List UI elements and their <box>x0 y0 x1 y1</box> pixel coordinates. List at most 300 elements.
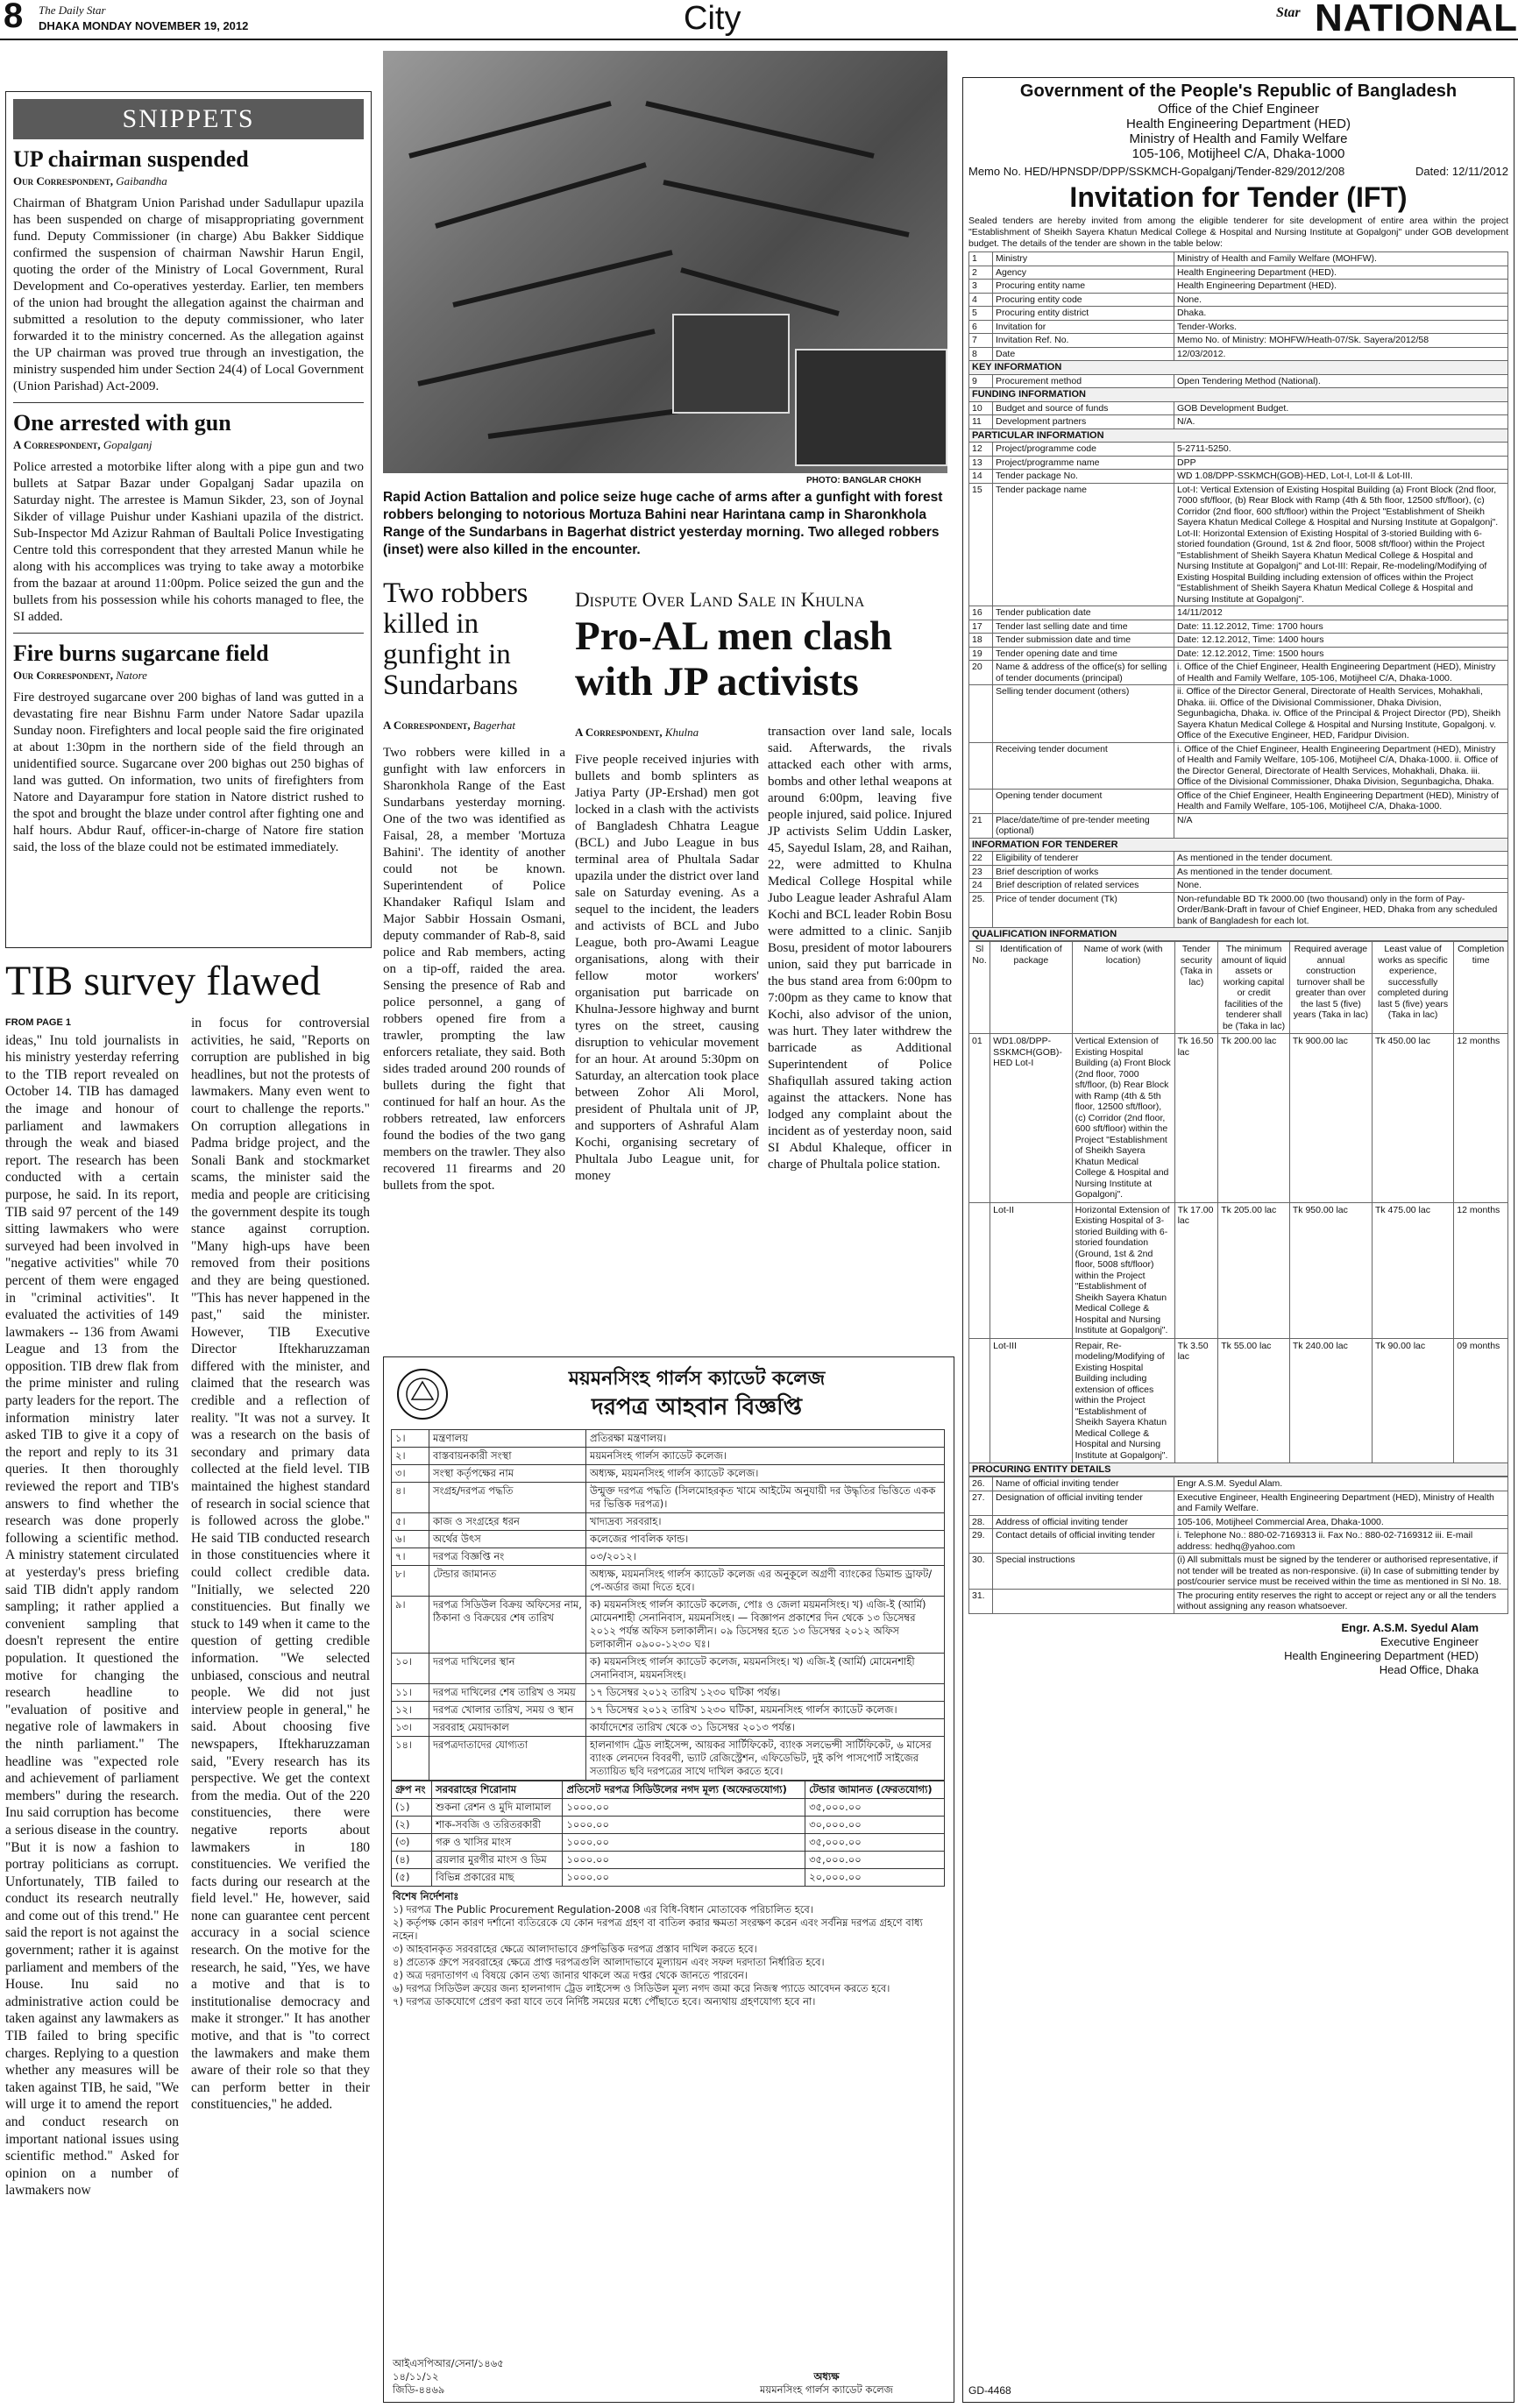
robbers-headline: Two robbers killed in gunfight in Sundarbans <box>383 577 528 701</box>
tender-row <box>969 293 1508 307</box>
tender-gov: Government of the People's Republic of Bangladesh <box>1019 81 1458 101</box>
tender-section-row <box>969 361 1508 375</box>
tender-row-value: i. Office of the Chief Engineer, Health Engineering Department (HED), Ministry of Health and Family Welfare, 105-106, Motijheel C/A, Dhaka-1000. ii. Office of the Director General, Directorate of Health Services, Mohakhali, Dhaka. iii. Office of the Divisional Commissioner, Dhaka Division, Segunbagicha, Dhaka. <box>1174 742 1508 789</box>
qualification-cell: Vertical Extension of Existing Hospital Building (a) Front Block (2nd floor, 7000 sft/floor, (b) Rear Block with Ramp (4th & 5th floor, 12500 sft/floor), (c) Corridor (2nd floor, 600 sft/floor) within the Project "Establishment of Sheikh Sayera Khatun Medical College & Hospital and Nursing Institute at Gopalgonj". <box>1072 1034 1174 1203</box>
tender-row-label: Eligibility of tenderer <box>993 852 1174 866</box>
tender-row <box>969 307 1508 321</box>
tender-row-label: Receiving tender document <box>993 742 1174 789</box>
bangla-ad-subtitle: দরপত্র আহবান বিজ্ঞপ্তি <box>592 1394 802 1420</box>
tender-row-value: As mentioned in the tender document. <box>1174 852 1508 866</box>
tender-row <box>969 1589 1508 1613</box>
tender-row <box>969 620 1508 634</box>
tender-row-num <box>969 789 993 813</box>
bangla-ad-table <box>391 1429 945 1781</box>
bangla-special-item: ৩) আহবানকৃত সরবরাহের ক্ষেত্রে আলাদাভাবে গ্রুপভিত্তিক দরপত্র প্রস্তাব দাখিল করতে হবে। <box>393 1943 757 1955</box>
tender-row-label: Project/programme code <box>993 443 1174 457</box>
tender-row-label: Tender package No. <box>993 470 1174 484</box>
bangla-row-num: ৬। <box>392 1531 429 1548</box>
bangla-group-cell: ৩৫,০০০.০০ <box>805 1852 945 1869</box>
tender-row-label: Brief description of works <box>993 865 1174 879</box>
bangla-row <box>392 1513 945 1531</box>
qualification-cell <box>969 1202 990 1338</box>
tender-row-num: 14 <box>969 470 993 484</box>
bangla-group-cell: (৫) <box>392 1869 432 1887</box>
bangla-row-num: ১০। <box>392 1654 429 1684</box>
tender-row-value: Tender-Works. <box>1174 320 1508 334</box>
bangla-group-cell: ২০,০০০.০০ <box>805 1869 945 1887</box>
bangla-group-cell: ১০০০.০০ <box>563 1817 805 1834</box>
bangla-row <box>392 1719 945 1737</box>
bangla-row-num: ৭। <box>392 1548 429 1566</box>
tender-row-label: Address of official inviting tender <box>993 1515 1174 1529</box>
tender-row-label: Agency <box>993 266 1174 280</box>
tender-row-value: 14/11/2012 <box>1174 606 1508 620</box>
tender-row-value: Ministry of Health and Family Welfare (MOHFW). <box>1174 252 1508 266</box>
tender-row-label: Procuring entity district <box>993 307 1174 321</box>
tender-row-num: 27. <box>969 1491 993 1515</box>
tender-row-value: 5-2711-5250. <box>1174 443 1508 457</box>
qualification-header-cell: The minimum amount of liquid assets or working capital or credit facilities of the tenderer shall be (Taka in lac) <box>1218 942 1290 1034</box>
tender-memo-date: Dated: 12/11/2012 <box>1415 165 1508 178</box>
qualification-row <box>969 1202 1508 1338</box>
bangla-row-value: কার্যাদেশের তারিখ থেকে ৩১ ডিসেম্বর ২০১৩ পর্যন্ত। <box>586 1719 945 1737</box>
bangla-group-cell: (১) <box>392 1799 432 1817</box>
tender-row-num <box>969 685 993 743</box>
bangla-row <box>392 1597 945 1654</box>
tender-row <box>969 634 1508 648</box>
bangla-group-row <box>392 1869 945 1887</box>
tender-section-label: INFORMATION FOR TENDERER <box>969 838 1508 852</box>
qualification-cell: Tk 450.00 lac <box>1372 1034 1453 1203</box>
bangla-ad-title: ময়মনসিংহ গার্লস ক্যাডেট কলেজ <box>568 1368 826 1390</box>
tender-row-value: N/A <box>1174 813 1508 838</box>
qualification-cell: Repair, Re-modeling/Modifying of Existing Hospital Building including extension of offices within the Project "Establishment of Sheikh Sayera Khatun Medical College & Hospital and Nursing Institute at Gopalgonj". <box>1072 1338 1174 1463</box>
snippets-box <box>5 91 372 948</box>
tender-row-value: Engr A.S.M. Syedul Alam. <box>1174 1477 1508 1491</box>
bangla-row-value: কলেজের পাবলিক ফান্ড। <box>586 1531 945 1548</box>
bangla-group-header <box>392 1781 945 1799</box>
bangla-group-row <box>392 1852 945 1869</box>
photo-caption: Rapid Action Battalion and police seize huge cache of arms after a gunfight with forest robbers belonging to notorious Mortuza Bahini near Harintana camp in Sharonkhola Range of the Sundarbans in Bagerhat district yesterday morning. Two alleged robbers (inset) were also killed in the encounter. <box>383 490 943 557</box>
tender-row-label: Place/date/time of pre-tender meeting (optional) <box>993 813 1174 838</box>
qualification-cell: 01 <box>969 1034 990 1203</box>
tender-row <box>969 347 1508 361</box>
bangla-special-item: ৬) দরপত্র সিডিউল ক্রয়ের জন্য হালনাগাদ ট্রেড লাইসেন্স ও সিডিউল মূল্য নগদ জমা করে নিজস্ব প্যাডে আবেদন করতে হবে। <box>393 1982 890 1994</box>
bangla-ref: আইএসপিআর/সেনা/১৪৬৫ ১৪/১১/১২ জিডি-৪৪৬৯ <box>393 2357 504 2396</box>
tender-row-num: 6 <box>969 320 993 334</box>
tender-row-label: Procuring entity code <box>993 293 1174 307</box>
qualification-cell: Tk 55.00 lac <box>1218 1338 1290 1463</box>
tender-row-num: 9 <box>969 374 993 388</box>
bangla-row-value: ১৭ ডিসেম্বর ২০১২ তারিখ ১২৩০ ঘটিকা পর্যন্ত। <box>586 1684 945 1702</box>
tender-row <box>969 483 1508 606</box>
tender-title: Invitation for Tender (IFT) <box>1069 181 1408 213</box>
tender-signature: Engr. A.S.M. Syedul Alam Executive Engineer Health Engineering Department (HED) Head Office, Dhaka <box>1284 1620 1479 1676</box>
jp-byline: A Correspondent, Khulna <box>575 726 699 739</box>
tender-section-label: KEY INFORMATION <box>969 361 1508 375</box>
qualification-cell: Tk 475.00 lac <box>1372 1202 1453 1338</box>
bangla-special-title: বিশেষ নির্দেশনাঃ <box>393 1890 459 1902</box>
qualification-cell: Lot-II <box>990 1202 1072 1338</box>
bangla-row-label: সংস্থা কর্তৃপক্ষের নাম <box>429 1465 586 1483</box>
tender-row-value: Non-refundable BD Tk 2000.00 (two thousand) only in the form of Pay-Order/Bank-Draft in favour of Chief Engineer, HED, Dhaka from any scheduled bank of Bangladesh for each lot. <box>1174 892 1508 928</box>
qualification-cell: Tk 900.00 lac <box>1289 1034 1372 1203</box>
robbers-byline: A Correspondent, Bagerhat <box>383 719 515 732</box>
bangla-group-row <box>392 1834 945 1852</box>
tender-row-value: i. Office of the Chief Engineer, Health Engineering Department (HED), Ministry of Health and Family Welfare, 105-106, Motijheel C/A, Dhaka-1000. <box>1174 661 1508 685</box>
tender-row <box>969 1529 1508 1554</box>
tender-table <box>968 251 1508 928</box>
qualification-cell: Tk 17.00 lac <box>1174 1202 1218 1338</box>
bangla-row-value: প্রতিরক্ষা মন্ত্রণালয়। <box>586 1430 945 1448</box>
bangla-row-label: দরপত্রদাতাদের যোগ্যতা <box>429 1737 586 1781</box>
tender-row <box>969 1515 1508 1529</box>
qualification-cell: 09 months <box>1454 1338 1508 1463</box>
tender-row-label: Selling tender document (others) <box>993 685 1174 743</box>
tender-row-num: 22 <box>969 852 993 866</box>
photo-credit: PHOTO: BANGLAR CHOKH <box>806 476 921 485</box>
tender-row-num: 25. <box>969 892 993 928</box>
hed-tender-notice <box>962 77 1514 2403</box>
section-city: City <box>684 0 741 37</box>
tender-row-num: 7 <box>969 334 993 348</box>
tender-row-num: 5 <box>969 307 993 321</box>
bangla-row-value: ময়মনসিংহ গার্লস ক্যাডেট কলেজ। <box>586 1448 945 1465</box>
tender-row-value: (i) All submittals must be signed by the tenderer or authorised representative, if not tender will be treated as non-responsive. (ii) In case of submitting tender by post/courier service must be received within the time as mentioned in Sl No. 18. <box>1174 1554 1508 1590</box>
bangla-row <box>392 1465 945 1483</box>
tib-col-2 <box>191 1015 370 2403</box>
tender-row-label: Price of tender document (Tk) <box>993 892 1174 928</box>
tender-row-num: 10 <box>969 401 993 415</box>
bangla-row-num: ২। <box>392 1448 429 1465</box>
arms-cache-photo <box>383 51 947 473</box>
tender-row-num: 13 <box>969 456 993 470</box>
bangla-row <box>392 1548 945 1566</box>
bangla-special-item: ৫) অত্র দরদাতাগণ এ বিষয়ে কোন তথ্য জানার থাকলে অত্র দপ্তর থেকে জানতে পারবেন। <box>393 1969 748 1981</box>
tender-row-num: 2 <box>969 266 993 280</box>
tender-intro: Sealed tenders are hereby invited from among the eligible tenderer for site development of entire area within the project "Establishment of Sheikh Sayera Khatun Medical College & Hospital and Nursing Institute at Gopalgonj" under GOB development budget. The details of the tender are shown in the table below: <box>968 216 1508 249</box>
tender-row-num: 8 <box>969 347 993 361</box>
tender-row-num: 16 <box>969 606 993 620</box>
bangla-group-row <box>392 1817 945 1834</box>
bangla-row <box>392 1684 945 1702</box>
tender-row-value: DPP <box>1174 456 1508 470</box>
bangla-group-cell: ৩৫,০০০.০০ <box>805 1799 945 1817</box>
tender-row <box>969 661 1508 685</box>
qualification-table <box>968 941 1508 1463</box>
page-header <box>0 0 1518 40</box>
tender-row <box>969 1554 1508 1590</box>
tender-row <box>969 742 1508 789</box>
tender-row <box>969 266 1508 280</box>
section-national: NATIONAL <box>1315 0 1518 39</box>
tender-row-num: 15 <box>969 483 993 606</box>
bangla-group-cell: ৩০,০০০.০০ <box>805 1817 945 1834</box>
bangla-row-value: খাদ্যদ্রব্য সরবরাহ। <box>586 1513 945 1531</box>
qualification-cell: Tk 240.00 lac <box>1289 1338 1372 1463</box>
tender-row-label <box>993 1589 1174 1613</box>
tender-row <box>969 789 1508 813</box>
qualification-header <box>969 942 1508 1034</box>
bangla-row-label: সংগ্রহ/দরপত্র পদ্ধতি <box>429 1483 586 1513</box>
bangla-signature: অধ্যক্ষ ময়মনসিংহ গার্লস ক্যাডেট কলেজ <box>760 2370 893 2396</box>
bangla-row <box>392 1737 945 1781</box>
bangla-group-cell: ১০০০.০০ <box>563 1834 805 1852</box>
tender-row-num: 3 <box>969 280 993 294</box>
bangla-row <box>392 1448 945 1465</box>
bangla-row-label: অর্থের উৎস <box>429 1531 586 1548</box>
tender-row <box>969 401 1508 415</box>
tender-row-label: Procuring entity name <box>993 280 1174 294</box>
tender-row-value: 12/03/2012. <box>1174 347 1508 361</box>
bangla-group-cell: শুকনা রেশন ও মুদি মালামাল <box>432 1799 563 1817</box>
bangla-group-cell: গরু ও খাসির মাংস <box>432 1834 563 1852</box>
qualification-row <box>969 1338 1508 1463</box>
bangla-row-value: ক) ময়মনসিংহ গার্লস ক্যাডেট কলেজ, পোঃ ও জেলা ময়মনসিংহ। খ) এজি-ই (আর্মি) মোমেনশাহী সেনানিবাস, ময়মনসিংহ। — বিজ্ঞাপন প্রকাশের দিন থেকে ১৩ ডিসেম্বর ২০১২ পর্যন্ত অফিস চলাকালীন। ০৯ ডিসেম্বর হতে ১৩ ডিসেম্বর ২০১২ অফিস চলাকালীন ০৯০০-১২৩০ ঘঃ। <box>586 1597 945 1654</box>
bangla-row-value: হালনাগাদ ট্রেড লাইসেন্স, আয়কর সার্টিফিকেট, ব্যাংক সলভেন্সী সার্টিফিকেট, ৬ মাসের ব্যাংক লেনদেন বিবরণী, ভ্যাট রেজিস্ট্রেশন, এফিডেভিট, দুই কপি পাসপোর্ট সাইজের সত্যায়িত ছবি দরপত্রের সাথে দাখিল করতে হবে। <box>586 1737 945 1781</box>
qualification-header-cell: Tender security (Taka in lac) <box>1174 942 1218 1034</box>
qualification-row <box>969 1034 1508 1203</box>
tender-section-label: FUNDING INFORMATION <box>969 388 1508 402</box>
tender-row <box>969 813 1508 838</box>
procuring-title: PROCURING ENTITY DETAILS <box>968 1463 1508 1477</box>
qualification-cell: 12 months <box>1454 1034 1508 1203</box>
tender-ministry: Ministry of Health and Family Welfare <box>1129 131 1348 146</box>
bangla-row-label: সরবরাহ মেয়াদকাল <box>429 1719 586 1737</box>
tender-row-label: Designation of official inviting tender <box>993 1491 1174 1515</box>
bangla-row <box>392 1430 945 1448</box>
bangla-special-list <box>393 1903 945 2008</box>
tender-row <box>969 865 1508 879</box>
tender-row-value: Executive Engineer, Health Engineering Department (HED), Ministry of Health and Family Welfare. <box>1174 1491 1508 1515</box>
tender-row-value: 105-106, Motijheel Commercial Area, Dhaka-1000. <box>1174 1515 1508 1529</box>
qualification-cell: Tk 16.50 lac <box>1174 1034 1218 1203</box>
qualification-cell: Tk 3.50 lac <box>1174 1338 1218 1463</box>
tender-row-value: Date: 11.12.2012, Time: 1700 hours <box>1174 620 1508 634</box>
bangla-special-item: ১) দরপত্র The Public Procurement Regulation-2008 এর বিধি-বিধান মোতাবেক পরিচালিত হবে। <box>393 1903 813 1916</box>
tender-row-label: Date <box>993 347 1174 361</box>
bangla-row-label: দরপত্র খোলার তারিখ, সময় ও স্থান <box>429 1702 586 1719</box>
qualification-header-cell: Completion time <box>1454 942 1508 1034</box>
tender-section-row <box>969 838 1508 852</box>
bangla-row <box>392 1654 945 1684</box>
bangla-row-label: দরপত্র সিডিউল বিক্রয় অফিসের নাম, ঠিকানা ও বিক্রয়ের শেষ তারিখ <box>429 1597 586 1654</box>
tender-row-value: WD 1.08/DPP-SSKMCH(GOB)-HED, Lot-I, Lot-II & Lot-III. <box>1174 470 1508 484</box>
bangla-row-label: মন্ত্রণালয় <box>429 1430 586 1448</box>
tender-row-value: None. <box>1174 879 1508 893</box>
tender-row-num: 31. <box>969 1589 993 1613</box>
tender-dept: Health Engineering Department (HED) <box>1126 117 1351 131</box>
qualification-header-cell: Least value of works as specific experience, successfully completed during last 5 (five) years (Taka in lac) <box>1372 942 1453 1034</box>
bangla-row-label: দরপত্র দাখিলের শেষ তারিখ ও সময় <box>429 1684 586 1702</box>
bangla-row-value: ১৭ ডিসেম্বর ২০১২ তারিখ ১২৩০ ঘটিকা, ময়মনসিংহ গার্লস ক্যাডেট কলেজ। <box>586 1702 945 1719</box>
tib-headline: TIB survey flawed <box>5 958 321 1004</box>
bangla-special-item: ৭) দরপত্র ডাকযোগে প্রেরণ করা যাবে তবে নির্দিষ্ট সময়ের মধ্যে পৌঁছাতে হবে। অন্যথায় গ্রহণযোগ্য হবে না। <box>393 1995 816 2008</box>
bangla-group-cell: (২) <box>392 1817 432 1834</box>
bangla-special-item: ৪) প্রত্যেক গ্রুপে সরবরাহের ক্ষেত্রে প্রাপ্ত দরপত্রগুলি আলাদাভাবে মূল্যায়ন এবং সফল দরদাতা নির্ধারিত হবে। <box>393 1956 825 1968</box>
inset-photo-1 <box>672 314 790 414</box>
bangla-row-num: ১১। <box>392 1684 429 1702</box>
bangla-row-num: ১৪। <box>392 1737 429 1781</box>
tender-row <box>969 647 1508 661</box>
bangla-group-header-cell: টেন্ডার জামানত (ফেরতযোগ্য) <box>805 1781 945 1799</box>
bangla-group-cell: (৪) <box>392 1852 432 1869</box>
bangla-group-cell: ১০০০.০০ <box>563 1869 805 1887</box>
tender-section-row <box>969 428 1508 443</box>
tender-row-value: As mentioned in the tender document. <box>1174 865 1508 879</box>
tender-row-num: 12 <box>969 443 993 457</box>
qualification-cell: Tk 950.00 lac <box>1289 1202 1372 1338</box>
tender-row-num: 26. <box>969 1477 993 1491</box>
tender-row-num: 19 <box>969 647 993 661</box>
qualification-cell: Tk 205.00 lac <box>1218 1202 1290 1338</box>
tender-row-num: 20 <box>969 661 993 685</box>
tender-row <box>969 852 1508 866</box>
bangla-row <box>392 1531 945 1548</box>
bangla-group-cell: ৩৫,০০০.০০ <box>805 1834 945 1852</box>
tender-row <box>969 280 1508 294</box>
bangla-special-item: ২) কর্তৃপক্ষ কোন কারণ দর্শানো ব্যতিরেকে যে কোন দরপত্র গ্রহণ বা বাতিল করার ক্ষমতা সংরক্ষণ করেন এবং সর্বনিম্ন দরপত্র গ্রহণে বাধ্য নহেন। <box>393 1916 923 1942</box>
tender-row-label: Invitation Ref. No. <box>993 334 1174 348</box>
snippet-1-byline: Our Correspondent, Gaibandha <box>13 174 167 188</box>
bangla-row-value: অধ্যক্ষ, ময়মনসিংহ গার্লস ক্যাডেট কলেজ এর অনুকূলে অগ্রণী ব্যাংকের ডিমান্ড ড্রাফট/পে-অর্ডার জমা দিতে হবে। <box>586 1566 945 1597</box>
tender-row <box>969 685 1508 743</box>
bangla-row-label: কাজ ও সংগ্রহের ধরন <box>429 1513 586 1531</box>
bangla-group-cell: ১০০০.০০ <box>563 1852 805 1869</box>
bangla-row-value: উন্মুক্ত দরপত্র পদ্ধতি (সিলমোহরকৃত খামে আইটেম অনুযায়ী দর উদ্ধৃতির ভিত্তিতে একক দর ভিত্তিক দরপত্র)। <box>586 1483 945 1513</box>
bangla-group-header-cell: গ্রুপ নং <box>392 1781 432 1799</box>
bangla-row-label: দরপত্র দাখিলের স্থান <box>429 1654 586 1684</box>
bangla-row-num: ৫। <box>392 1513 429 1531</box>
bangla-group-row <box>392 1799 945 1817</box>
qualification-cell: Horizontal Extension of Existing Hospital of 3-storied Building with 6-storied foundation (Ground, 1st & 2nd floor, 5008 sft/floor) within the Project "Establishment of Sheikh Sayera Khatun Medical College & Hospital and Nursing Institute at Gopalgonj". <box>1072 1202 1174 1338</box>
qualification-title: QUALIFICATION INFORMATION <box>968 928 1508 941</box>
tender-row <box>969 320 1508 334</box>
tender-row-num: 30. <box>969 1554 993 1590</box>
tender-row-label: Tender last selling date and time <box>993 620 1174 634</box>
jp-kicker: Dispute Over Land Sale in Khulna <box>575 589 865 611</box>
tender-row-num: 11 <box>969 415 993 429</box>
tender-row <box>969 443 1508 457</box>
procuring-table <box>968 1477 1508 1614</box>
tib-col-1 <box>5 1015 179 2403</box>
qualification-header-cell: Required average annual construction turnover shall be greater than over the last 5 (five) years (Taka in lac) <box>1289 942 1372 1034</box>
bangla-row-value: ০৩/২০১২। <box>586 1548 945 1566</box>
tender-row-value: N/A. <box>1174 415 1508 429</box>
qualification-cell <box>969 1338 990 1463</box>
tender-row-value: None. <box>1174 293 1508 307</box>
qualification-header-cell: Name of work (with location) <box>1072 942 1174 1034</box>
tender-row-num: 18 <box>969 634 993 648</box>
bangla-row-num: ৯। <box>392 1597 429 1654</box>
bangla-group-header-cell: সরবরাহের শিরোনাম <box>432 1781 563 1799</box>
qualification-cell: Tk 90.00 lac <box>1372 1338 1453 1463</box>
tender-row-value: Date: 12.12.2012, Time: 1500 hours <box>1174 647 1508 661</box>
qualification-cell: Tk 200.00 lac <box>1218 1034 1290 1203</box>
bangla-row <box>392 1566 945 1597</box>
tender-row <box>969 415 1508 429</box>
bangla-row-num: ১২। <box>392 1702 429 1719</box>
tender-row <box>969 1477 1508 1491</box>
tender-row-label: Tender package name <box>993 483 1174 606</box>
tender-office: Office of the Chief Engineer <box>1158 102 1319 117</box>
jp-headline: Pro-AL men clash with JP activists <box>575 613 893 705</box>
qualification-header-cell: Sl No. <box>969 942 990 1034</box>
qualification-header-cell: Identification of package <box>990 942 1072 1034</box>
bangla-row-num: ১। <box>392 1430 429 1448</box>
tender-row-label: Brief description of related services <box>993 879 1174 893</box>
tender-row-label: Project/programme name <box>993 456 1174 470</box>
tender-row-label: Procurement method <box>993 374 1174 388</box>
tender-row-value: ii. Office of the Director General, Directorate of Health Services, Mohakhali, Dhaka. iii. Office of the Divisional Commissioner, Dhaka Division, Segunbagicha, Dhaka. iv. Office of the Principal & Project Director (PD), Sheikh Sayera Khatun Medical College & Hospital and Nursing Institute, Gopalgonj. v. Office of the Executive Engineer, HED, Faridpur Division. <box>1174 685 1508 743</box>
bangla-row-value: ক) ময়মনসিংহ গার্লস ক্যাডেট কলেজ, ময়মনসিংহ। খ) এজি-ই (আর্মি) মোমেনশাহী সেনানিবাস, ময়মনসিংহ। <box>586 1654 945 1684</box>
tender-row <box>969 879 1508 893</box>
tender-row-num <box>969 742 993 789</box>
bangla-tender-ad <box>383 1356 954 2403</box>
tib-col-1-text: ideas," Inu told journalists in his ministry yesterday referring to the TIB report revealed on October 14. TIB has damaged the image and honour of parliament and lawmakers through the weak and biased report. The research has been conducted with a certain purpose, he said. In its report, TIB said 97 percent of the 149 sitting lawmakers who were surveyed had been involved in "negative activities" while 70 percent of them were engaged in "criminal activities". It evaluated the activities of 149 lawmakers -- 136 from Awami League and 13 from the opposition. TIB drew flak from the prime minister and ruling party leaders for the report. The information ministry later asked TIB to give it a copy of the report and reply to its 31 queries. It then thoroughly reviewed the report and TIB's answers to find whether the research was done properly following a scientific method. A ministry statement circulated at yesterday's press briefing said TIB didn't apply random sampling; it rather applied a convenient sampling that doesn't represent the entire population. It questioned the motive for changing the research headline to "evaluation of positive and negative role of lawmakers in the ninth parliament." The headline was "expected role and achievement of parliament members" during the research. Inu said corruption has become a serious disease in the country. "But it is now a fashion to portray politicians as corrupt. Unfortunately, TIB failed to conduct its research neutrally and come out of this trend." He said the report is not against the government; rather it is against parliament and members of the House. Inu said no administrative action could be taken against any lawmakers as TIB failed to bring specific charges. Replying to a question whether any measures will be taken against TIB, he said, "We will urge it to amend the report and conduct research on important national issues using scientific method." Asked for opinion on a number of lawmakers now <box>5 1032 179 2199</box>
tib-from-page: FROM PAGE 1 <box>5 1017 71 1028</box>
tender-row-label: Ministry <box>993 252 1174 266</box>
tender-row-value: Date: 12.12.2012, Time: 1400 hours <box>1174 634 1508 648</box>
tender-row-label: Tender publication date <box>993 606 1174 620</box>
qualification-cell: WD1.08/DPP-SSKMCH(GOB)-HED Lot-I <box>990 1034 1072 1203</box>
tender-row-value: Open Tendering Method (National). <box>1174 374 1508 388</box>
qualification-cell: 12 months <box>1454 1202 1508 1338</box>
tender-row-num: 24 <box>969 879 993 893</box>
tender-row-num: 17 <box>969 620 993 634</box>
bangla-row-num: ৩। <box>392 1465 429 1483</box>
tender-row <box>969 892 1508 928</box>
bangla-row-label: দরপত্র বিজ্ঞপ্তি নং <box>429 1548 586 1566</box>
bangla-row-num: ১৩। <box>392 1719 429 1737</box>
bangla-row-label: টেন্ডার জামানত <box>429 1566 586 1597</box>
tender-row <box>969 334 1508 348</box>
bangla-row-value: অধ্যক্ষ, ময়মনসিংহ গার্লস ক্যাডেট কলেজ। <box>586 1465 945 1483</box>
tender-row-num: 4 <box>969 293 993 307</box>
tender-row-num: 21 <box>969 813 993 838</box>
tender-row-label: Development partners <box>993 415 1174 429</box>
robbers-body: Two robbers were killed in a gunfight with law enforcers in Sharonkhola Range of the East Sundarbans yesterday morning. One of the two was identified as Faisal, 28, a member 'Mortuza Bahini'. The identity of another could not be known. Superintendent of Police Khandaker Rafiqul Islam and Major Sabbir Hossain Osmani, deputy commander of Rab-8, said police and Rab members, acting on a tip-off, raided the area. Sensing the presence of Rab and police personnel, a gang of robbers opened fire from a trawler, prompting the law enforcers retaliate, they said. Both sides traded around 200 rounds of bullets during the fight that continued for half an hour. As the robbers retreated, law enforcers found the bodies of the two gang members on the trawler. They also recovered 11 firearms and 20 bullets from the spot. <box>383 746 565 1193</box>
tender-row-num: 28. <box>969 1515 993 1529</box>
bangla-row-num: ৮। <box>392 1566 429 1597</box>
cadet-college-emblem <box>394 1366 450 1422</box>
bangla-group-cell: ১০০০.০০ <box>563 1799 805 1817</box>
tender-row-value: Health Engineering Department (HED). <box>1174 280 1508 294</box>
tender-row-num: 29. <box>969 1529 993 1554</box>
tender-row <box>969 456 1508 470</box>
tender-row-label: Name of official inviting tender <box>993 1477 1174 1491</box>
snippet-1-body: Chairman of Bhatgram Union Parishad under Sadullapur upazila has been suspended on charge of misappropriating government fund. Deputy Commissioner (in charge) Abu Bakker Siddique confirmed the suspension of chairman Nawshir Harun Engil, quoting the order of the Ministry of Local Government, Rural Development and Co-operatives yesterday. Earlier, ten members of the union had brought the allegation against the chairman and submitted a resolution to the deputy commissioner, who later forwarded it to the ministry concerned. As the allegation against the UP chairman was proved true through an investigation, the ministry suspended him under Section 24(4) of Local Government (Union Parishad) Act-2009. <box>13 196 364 393</box>
tender-row <box>969 1491 1508 1515</box>
tender-row-num: 23 <box>969 865 993 879</box>
jp-col-2: transaction over land sale, locals said. Afterwards, the rivals attacked each other with arms, bombs and other lethal weapons at around 6:00pm, leaving five people injured, said police. Injured JP activists Selim Uddin Lasker, 45, Sayedul Islam, 28, and Raihan, 22, were admitted to Khulna Medical College Hospital while Jubo League leader Ashraful Alam Kochi and BCL leader Robin Bosu were admitted to a clinic. Sanjib Bosu, president of motor labourers union, said they put barricade in the bus stand area from 6:00pm to 7:00pm as they came to know that Kochi, also advisor of the union, was hurt. They later withdrew the barricade as Additional Superintendent of Police Shafiqullah assured taking action against the attackers. None has lodged any complaint about the incident as of yesterday noon, said SI Abdul Khaleque, officer in charge of Phultala police station. <box>768 725 952 1172</box>
tender-row-label: Tender submission date and time <box>993 634 1174 648</box>
bangla-group-cell: (৩) <box>392 1834 432 1852</box>
bangla-group-table <box>391 1781 945 1887</box>
page-number: 8 <box>4 0 24 35</box>
bangla-row-num: ৪। <box>392 1483 429 1513</box>
tender-row <box>969 470 1508 484</box>
bangla-group-cell: ব্রয়লার মুরগীর মাংস ও ডিম <box>432 1852 563 1869</box>
tender-row-label: Opening tender document <box>993 789 1174 813</box>
snippet-2-body: Police arrested a motorbike lifter along with a pipe gun and two bullets at Satpar Bazar under Gopalganj Sadar upazila on Saturday night. The arrestee is Mamun Sikder, 23, son of Joynal Sikder of village Puishur under Kashiani upazila of the district. Sub-Inspector Md Azizur Rahman of Baultali Police Investigating Centre told this correspondent that they arrested Manun while he along with his accomplices was trying to take away a motorbike from the bazaar at around 11:00pm. Police seized the gun and the bullets from his possession while his cohorts managed to flee, the SI added. <box>13 460 364 624</box>
tender-row <box>969 252 1508 266</box>
inset-photo-2 <box>795 349 947 466</box>
tender-section-row <box>969 388 1508 402</box>
tender-row-value: Lot-I: Vertical Extension of Existing Hospital Building (a) Front Block (2nd floor, 7000 sft/floor, (b) Rear Block with Ramp (4th & 5th floor, 12500 sft/floor), (c) Corridor (2nd floor, 600 sft/floor) within the Project "Establishment of Sheikh Sayera Khatun Medical College & Hospital and Nursing Institute at Gopalgonj". Lot-II: Horizontal Extension of Existing Hospital of 3-storied Building with 6-storied foundation (Ground, 1st & 2nd floor, 5008 sft/floor) within the Project "Establishment of Sheikh Sayera Khatun Medical College & Hospital and Nursing Institute at Gopalgonj" and Lot-III: Repair, Re-modeling/Modifying of Existing Hospital Building including extension of offices within the Project "Establishment of Sheikh Sayera Khatun Medical College & Hospital and Nursing Institute at Gopalgonj". <box>1174 483 1508 606</box>
tib-col-2-text: in focus for controversial activities, he said, "Reports on corruption are published in big headlines, but not the protests of lawmakers. Many even went to court to challenge the reports." On corruption allegations in Padma bridge project, and the Sonali Bank and stockmarket scams, the minister said the media and people are criticising the government despite its tough stance against corruption. "Many high-ups have been removed from their positions and they are being questioned. "This has never happened in the past," said the minister. However, TIB Executive Director Iftekharuzzaman differed with the minister, and claimed that the research was credible and a reflection of reality. "It was not a survey. It was a research on the basis of secondary and primary data collected at the field level. TIB maintained the highest standard of research in social science that is followed across the globe." He said TIB conducted research in those constituencies where it could collect credible data. "Initially, we selected 220 constituencies. But finally we stuck to 149 when it came to the question of getting credible information. "We selected unbiased, conscious and neutral people. We did not just interview people in general," he said. About choosing five newspapers, Iftekharuzzaman said, "Every research has its perspective. We get the context from the media. Out of the 220 constituencies, there were negative reports about lawmakers in 180 constituencies. We verified the facts during our research at the field level." He, however, said none can guarantee cent percent accuracy in a social science research. On the motive for the research, he said, "Yes, we have a motive and that is to institutionalise democracy and make it stronger." It has another motive, and that is "to correct the lawmakers and make them aware of their role so that they can perform better in their constituencies," he added. <box>191 1016 370 2113</box>
tender-gd: GD-4468 <box>968 2384 1011 2397</box>
